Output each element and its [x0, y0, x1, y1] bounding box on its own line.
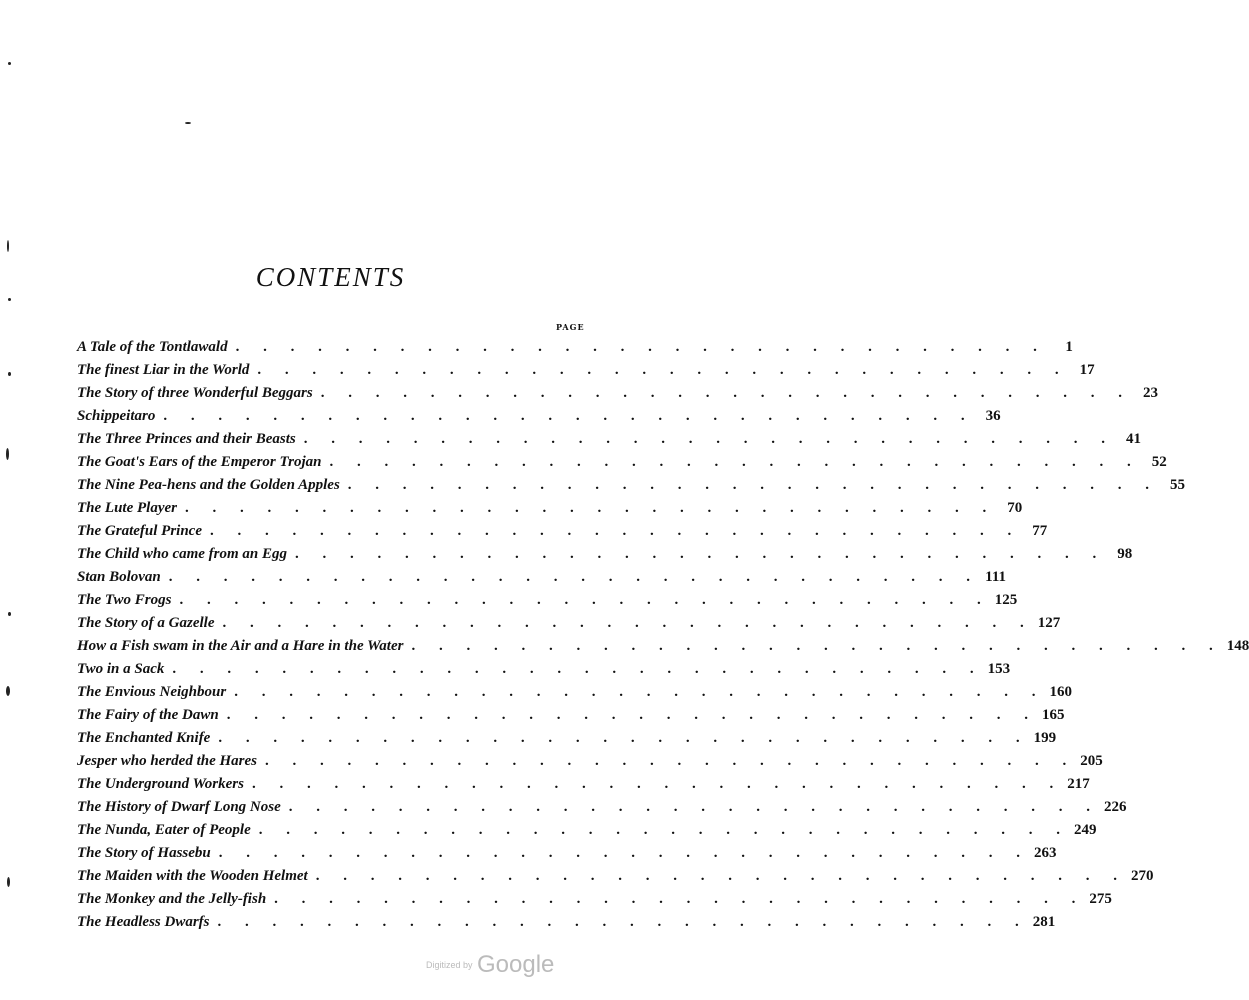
toc-entry-page: 263: [1034, 845, 1057, 861]
scan-speck: [6, 448, 9, 460]
dot-leader: . . . . . . . . . . . . . . . . . . . . . . . . . . . . . .: [274, 891, 1086, 907]
dot-leader: . . . . . . . . . . . . . . . . . . . . . . . . . . . . . .: [179, 592, 991, 608]
toc-entry-title: The Nine Pea-hens and the Golden Apples: [77, 477, 340, 493]
scan-speck: [8, 62, 11, 65]
toc-entry-title: Jesper who herded the Hares: [77, 753, 257, 769]
toc-entry-title: The Enchanted Knife: [77, 730, 211, 746]
toc-entry-page: 36: [985, 408, 1001, 424]
page-title: CONTENTS: [255, 262, 406, 292]
table-of-contents: [77, 336, 1249, 934]
dot-leader: . . . . . . . . . . . . . . . . . . . . . . . . . . . . . .: [295, 546, 1107, 562]
dot-leader: . . . . . . . . . . . . . . . . . . . . . . . . . . . . . .: [217, 914, 1029, 930]
toc-entry-page: 160: [1049, 684, 1072, 700]
scan-speck: [185, 122, 191, 124]
toc-entry-page: 165: [1041, 707, 1065, 723]
toc-entry-page: 1: [1065, 339, 1073, 355]
toc-entry-page: 205: [1080, 753, 1103, 769]
toc-entry: [77, 520, 1048, 543]
dot-leader: . . . . . . . . . . . . . . . . . . . . . . . . . . . . . .: [163, 408, 975, 424]
toc-entry-page: 98: [1117, 546, 1133, 562]
toc-entry: [77, 658, 1011, 681]
toc-entry: [77, 497, 1023, 520]
toc-entry-page: 249: [1074, 822, 1097, 838]
toc-entry-title: Stan Bolovan: [77, 569, 161, 585]
toc-entry: [77, 474, 1186, 497]
toc-entry-page: 70: [1007, 500, 1023, 516]
dot-leader: . . . . . . . . . . . . . . . . . . . . . . . . . . . . . .: [303, 431, 1116, 447]
toc-entry: [77, 819, 1097, 842]
toc-entry-page: 148: [1226, 638, 1249, 654]
toc-entry: [77, 704, 1065, 727]
toc-entry-title: The Two Frogs: [77, 592, 172, 608]
toc-entry: [77, 865, 1154, 888]
toc-entry: [77, 750, 1103, 773]
dot-leader: . . . . . . . . . . . . . . . . . . . . . . . . . . . . . .: [218, 730, 1030, 746]
dot-leader: . . . . . . . . . . . . . . . . . . . . . . . . . . . . . .: [329, 454, 1141, 470]
dot-leader: . . . . . . . . . . . . . . . . . . . . . . . . . . . . . .: [172, 661, 984, 677]
toc-entry-page: 217: [1067, 776, 1090, 792]
dot-leader: . . . . . . . . . . . . . . . . . . . . . . . . . . . . . .: [347, 477, 1160, 493]
toc-entry-page: 199: [1033, 730, 1057, 746]
toc-entry: [77, 796, 1127, 819]
toc-entry-title: A Tale of the Tontlawald: [77, 339, 228, 355]
toc-entry-title: The Goat's Ears of the Emperor Trojan: [77, 454, 322, 470]
toc-entry: [77, 589, 1018, 612]
toc-entry: [77, 842, 1057, 865]
toc-entry-page: 127: [1037, 615, 1061, 631]
toc-entry-title: The Lute Player: [77, 500, 177, 516]
scan-speck: [7, 877, 10, 887]
toc-entry-title: The Three Princes and their Beasts: [77, 431, 296, 447]
dot-leader: . . . . . . . . . . . . . . . . . . . . . . . . . . . . . .: [168, 569, 981, 585]
toc-entry-title: How a Fish swam in the Air and a Hare in the Water: [77, 638, 404, 654]
dot-leader: . . . . . . . . . . . . . . . . . . . . . . . . . . . . . .: [320, 385, 1132, 401]
toc-entry-page: 41: [1126, 431, 1142, 447]
dot-leader: . . . . . . . . . . . . . . . . . . . . . . . . . . . . . .: [411, 638, 1223, 654]
page-column-label: PAGE: [556, 322, 585, 332]
scan-speck: [8, 372, 11, 376]
toc-entry-title: The Child who came from an Egg: [77, 546, 288, 562]
toc-entry: [77, 451, 1167, 474]
scan-speck: [6, 686, 10, 696]
toc-entry-page: 153: [987, 661, 1011, 677]
toc-entry-page: 270: [1130, 868, 1154, 884]
toc-entry-page: 23: [1142, 385, 1158, 401]
toc-entry-page: 77: [1032, 523, 1048, 539]
google-logo-text: Google: [476, 951, 555, 978]
toc-entry-title: The Story of three Wonderful Beggars: [77, 385, 313, 401]
dot-leader: . . . . . . . . . . . . . . . . . . . . . . . . . . . . . .: [288, 799, 1100, 815]
toc-entry-title: The Story of a Gazelle: [77, 615, 215, 631]
toc-entry-title: The finest Liar in the World: [77, 362, 250, 378]
toc-entry-page: 17: [1079, 362, 1095, 378]
toc-entry: [77, 359, 1095, 382]
dot-leader: . . . . . . . . . . . . . . . . . . . . . . . . . . . . . .: [222, 615, 1034, 631]
toc-entry: [77, 428, 1142, 451]
dot-leader: . . . . . . . . . . . . . . . . . . . . . . . . . . . . . .: [184, 500, 997, 516]
toc-entry: [77, 773, 1090, 796]
scan-speck: [7, 240, 9, 252]
toc-entry-title: The History of Dwarf Long Nose: [77, 799, 281, 815]
toc-entry: [77, 382, 1158, 405]
toc-entry-page: 226: [1104, 799, 1127, 815]
dot-leader: . . . . . . . . . . . . . . . . . . . . . . . . . . . . . .: [234, 684, 1046, 700]
dot-leader: . . . . . . . . . . . . . . . . . . . . . . . . . . . . . .: [235, 339, 1047, 355]
toc-entry: [77, 405, 1001, 428]
dot-leader: . . . . . . . . . . . . . . . . . . . . . . . . . . . . . .: [218, 845, 1031, 861]
toc-entry-title: The Headless Dwarfs: [77, 914, 210, 930]
toc-entry-title: The Nunda, Eater of People: [77, 822, 251, 838]
dot-leader: . . . . . . . . . . . . . . . . . . . . . . . . . . . . . .: [226, 707, 1038, 723]
toc-entry-title: The Monkey and the Jelly-fish: [77, 891, 267, 907]
dot-leader: . . . . . . . . . . . . . . . . . . . . . . . . . . . . . .: [315, 868, 1127, 884]
toc-entry-page: 275: [1089, 891, 1112, 907]
dot-leader: . . . . . . . . . . . . . . . . . . . . . . . . . . . . . .: [251, 776, 1064, 792]
digitized-by-google-watermark: [426, 951, 554, 979]
dot-leader: . . . . . . . . . . . . . . . . . . . . . . . . . . . . . .: [258, 822, 1070, 838]
dot-leader: . . . . . . . . . . . . . . . . . . . . . . . . . . . . . .: [257, 362, 1069, 378]
toc-entry-title: The Envious Neighbour: [77, 684, 227, 700]
toc-entry-page: 125: [994, 592, 1018, 608]
toc-entry-page: 111: [985, 569, 1007, 585]
toc-entry-page: 281: [1032, 914, 1056, 930]
toc-entry-title: Schippeitaro: [77, 408, 156, 424]
scan-speck: [8, 298, 11, 301]
toc-entry: [77, 612, 1061, 635]
toc-entry: [77, 911, 1056, 934]
toc-entry: [77, 566, 1007, 589]
toc-entry: [77, 681, 1072, 704]
toc-entry-title: The Underground Workers: [77, 776, 244, 792]
toc-entry: [77, 543, 1133, 566]
toc-entry: [77, 727, 1057, 750]
toc-entry: [77, 888, 1112, 911]
watermark-prefix: Digitized by: [426, 960, 473, 970]
toc-entry-title: The Fairy of the Dawn: [77, 707, 219, 723]
toc-entry-title: The Story of Hassebu: [77, 845, 211, 861]
toc-entry: [77, 635, 1249, 658]
toc-entry-page: 55: [1170, 477, 1186, 493]
toc-entry-title: The Maiden with the Wooden Helmet: [77, 868, 308, 884]
toc-entry-page: 52: [1151, 454, 1167, 470]
dot-leader: . . . . . . . . . . . . . . . . . . . . . . . . . . . . . .: [265, 753, 1077, 769]
toc-entry: [77, 336, 1073, 359]
dot-leader: . . . . . . . . . . . . . . . . . . . . . . . . . . . . . .: [210, 523, 1022, 539]
toc-entry-title: Two in a Sack: [77, 661, 165, 677]
toc-entry-title: The Grateful Prince: [77, 523, 202, 539]
scan-speck: [8, 612, 11, 616]
